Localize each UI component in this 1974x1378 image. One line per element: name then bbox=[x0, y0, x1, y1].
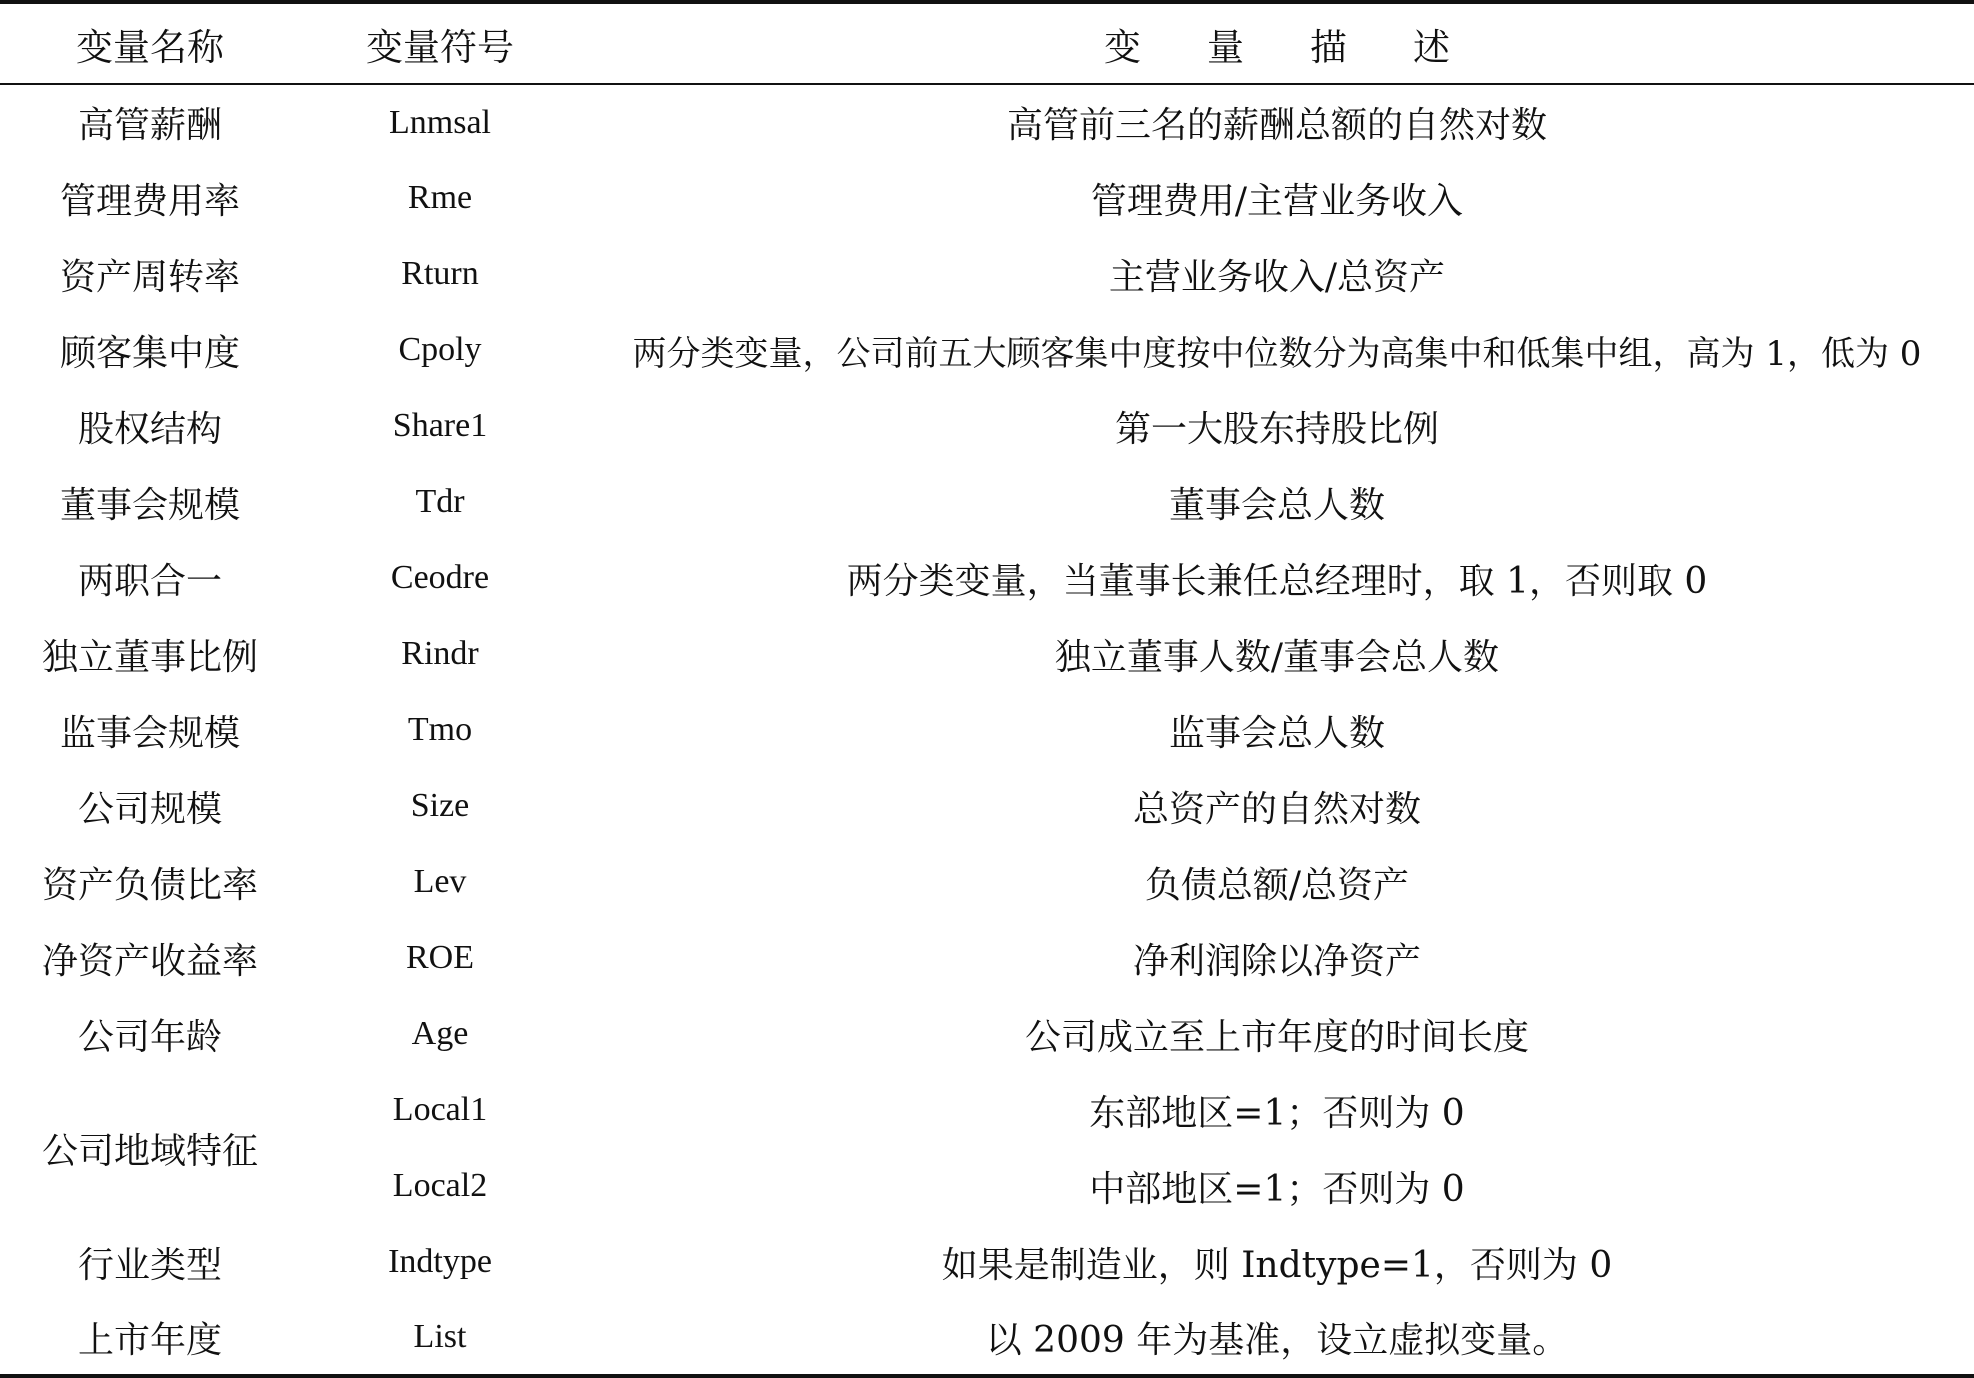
header-variable-name: 变量名称 bbox=[0, 2, 300, 84]
table-row bbox=[0, 1300, 1974, 1376]
cell-variable-description: 主营业务收入/总资产 bbox=[1108, 256, 1446, 298]
table-row bbox=[0, 84, 1974, 160]
cell-variable-description: 东部地区=1；否则为 0 bbox=[1089, 1092, 1465, 1134]
table-row bbox=[0, 160, 1974, 236]
cell-variable-symbol: Cpoly bbox=[398, 331, 482, 368]
cell-variable-name: 上市年度 bbox=[0, 1300, 300, 1376]
cell-variable-symbol: Rindr bbox=[401, 635, 479, 672]
cell-variable-name: 公司规模 bbox=[77, 788, 222, 830]
table-row bbox=[0, 996, 1974, 1072]
table-row bbox=[0, 692, 1974, 768]
cell-variable-description: 总资产的自然对数 bbox=[1132, 788, 1421, 830]
cell-variable-description: 公司成立至上市年度的时间长度 bbox=[1024, 1016, 1529, 1058]
cell-variable-symbol: Tmo bbox=[407, 711, 473, 748]
cell-variable-name: 董事会规模 bbox=[59, 484, 240, 526]
cell-variable-name: 公司年龄 bbox=[77, 1016, 222, 1058]
table-row bbox=[0, 844, 1974, 920]
cell-variable-symbol: Lev bbox=[413, 863, 467, 900]
cell-variable-symbol: Ceodre bbox=[390, 559, 490, 596]
cell-variable-name: 净资产收益率 bbox=[41, 940, 258, 982]
cell-variable-description: 中部地区=1；否则为 0 bbox=[1089, 1168, 1465, 1210]
cell-variable-description: 以 2009 年为基准，设立虚拟变量。 bbox=[580, 1300, 1974, 1376]
cell-variable-symbol: Indtype bbox=[388, 1243, 492, 1280]
cell-variable-symbol: Share1 bbox=[392, 407, 488, 444]
cell-variable-symbol: Size bbox=[410, 787, 470, 824]
cell-variable-name: 顾客集中度 bbox=[59, 332, 240, 374]
table-row bbox=[0, 1072, 1974, 1148]
cell-variable-description: 管理费用/主营业务收入 bbox=[1090, 180, 1464, 222]
cell-variable-name: 独立董事比例 bbox=[41, 636, 258, 678]
table-header bbox=[0, 2, 1974, 84]
cell-variable-symbol: Local2 bbox=[392, 1167, 488, 1204]
header-variable-symbol: 变量符号 bbox=[300, 2, 580, 84]
cell-variable-description: 高管前三名的薪酬总额的自然对数 bbox=[1006, 105, 1547, 146]
cell-variable-name: 资产负债比率 bbox=[41, 864, 258, 906]
table-row bbox=[0, 540, 1974, 616]
table-row bbox=[0, 312, 1974, 388]
cell-variable-symbol: ROE bbox=[406, 939, 474, 976]
cell-variable-name: 资产周转率 bbox=[59, 256, 240, 298]
header-variable-description: 变量描述 bbox=[580, 2, 1974, 84]
cell-variable-description: 两分类变量，当董事长兼任总经理时，取 1，否则取 0 bbox=[846, 560, 1708, 602]
cell-variable-name: 行业类型 bbox=[77, 1244, 222, 1286]
cell-variable-description: 独立董事人数/董事会总人数 bbox=[1054, 636, 1500, 678]
cell-variable-description: 如果是制造业，则 Indtype=1，否则为 0 bbox=[941, 1244, 1613, 1286]
cell-variable-symbol: Age bbox=[411, 1015, 469, 1052]
table-row bbox=[0, 388, 1974, 464]
cell-variable-name: 高管薪酬 bbox=[77, 105, 222, 146]
cell-variable-symbol: Lnmsal bbox=[389, 103, 491, 141]
table-row bbox=[0, 920, 1974, 996]
cell-variable-name: 股权结构 bbox=[77, 408, 222, 450]
cell-variable-description: 负债总额/总资产 bbox=[1144, 864, 1410, 906]
table-row bbox=[0, 464, 1974, 540]
table-row bbox=[0, 1224, 1974, 1300]
cell-variable-name: 监事会规模 bbox=[59, 712, 240, 754]
cell-variable-symbol: Local1 bbox=[392, 1091, 488, 1128]
table-body bbox=[0, 84, 1974, 1376]
cell-variable-description: 董事会总人数 bbox=[1168, 484, 1385, 526]
cell-variable-symbol: Tdr bbox=[415, 483, 465, 520]
cell-variable-description: 第一大股东持股比例 bbox=[1114, 408, 1439, 450]
table-row bbox=[0, 616, 1974, 692]
table-row bbox=[0, 236, 1974, 312]
cell-variable-description: 两分类变量，公司前五大顾客集中度按中位数分为高集中和低集中组，高为 1，低为 0 bbox=[632, 333, 1922, 374]
cell-variable-description: 净利润除以净资产 bbox=[1132, 940, 1421, 982]
cell-variable-symbol: Rme bbox=[407, 179, 473, 216]
cell-variable-description: 监事会总人数 bbox=[1168, 712, 1385, 754]
cell-variable-name-region: 公司地域特征 bbox=[41, 1130, 258, 1172]
table-row bbox=[0, 768, 1974, 844]
cell-variable-symbol: Rturn bbox=[401, 255, 479, 292]
cell-variable-symbol: List bbox=[300, 1300, 580, 1376]
cell-variable-name: 两职合一 bbox=[77, 560, 222, 602]
header-row bbox=[0, 2, 1974, 84]
cell-variable-name: 管理费用率 bbox=[59, 180, 240, 222]
